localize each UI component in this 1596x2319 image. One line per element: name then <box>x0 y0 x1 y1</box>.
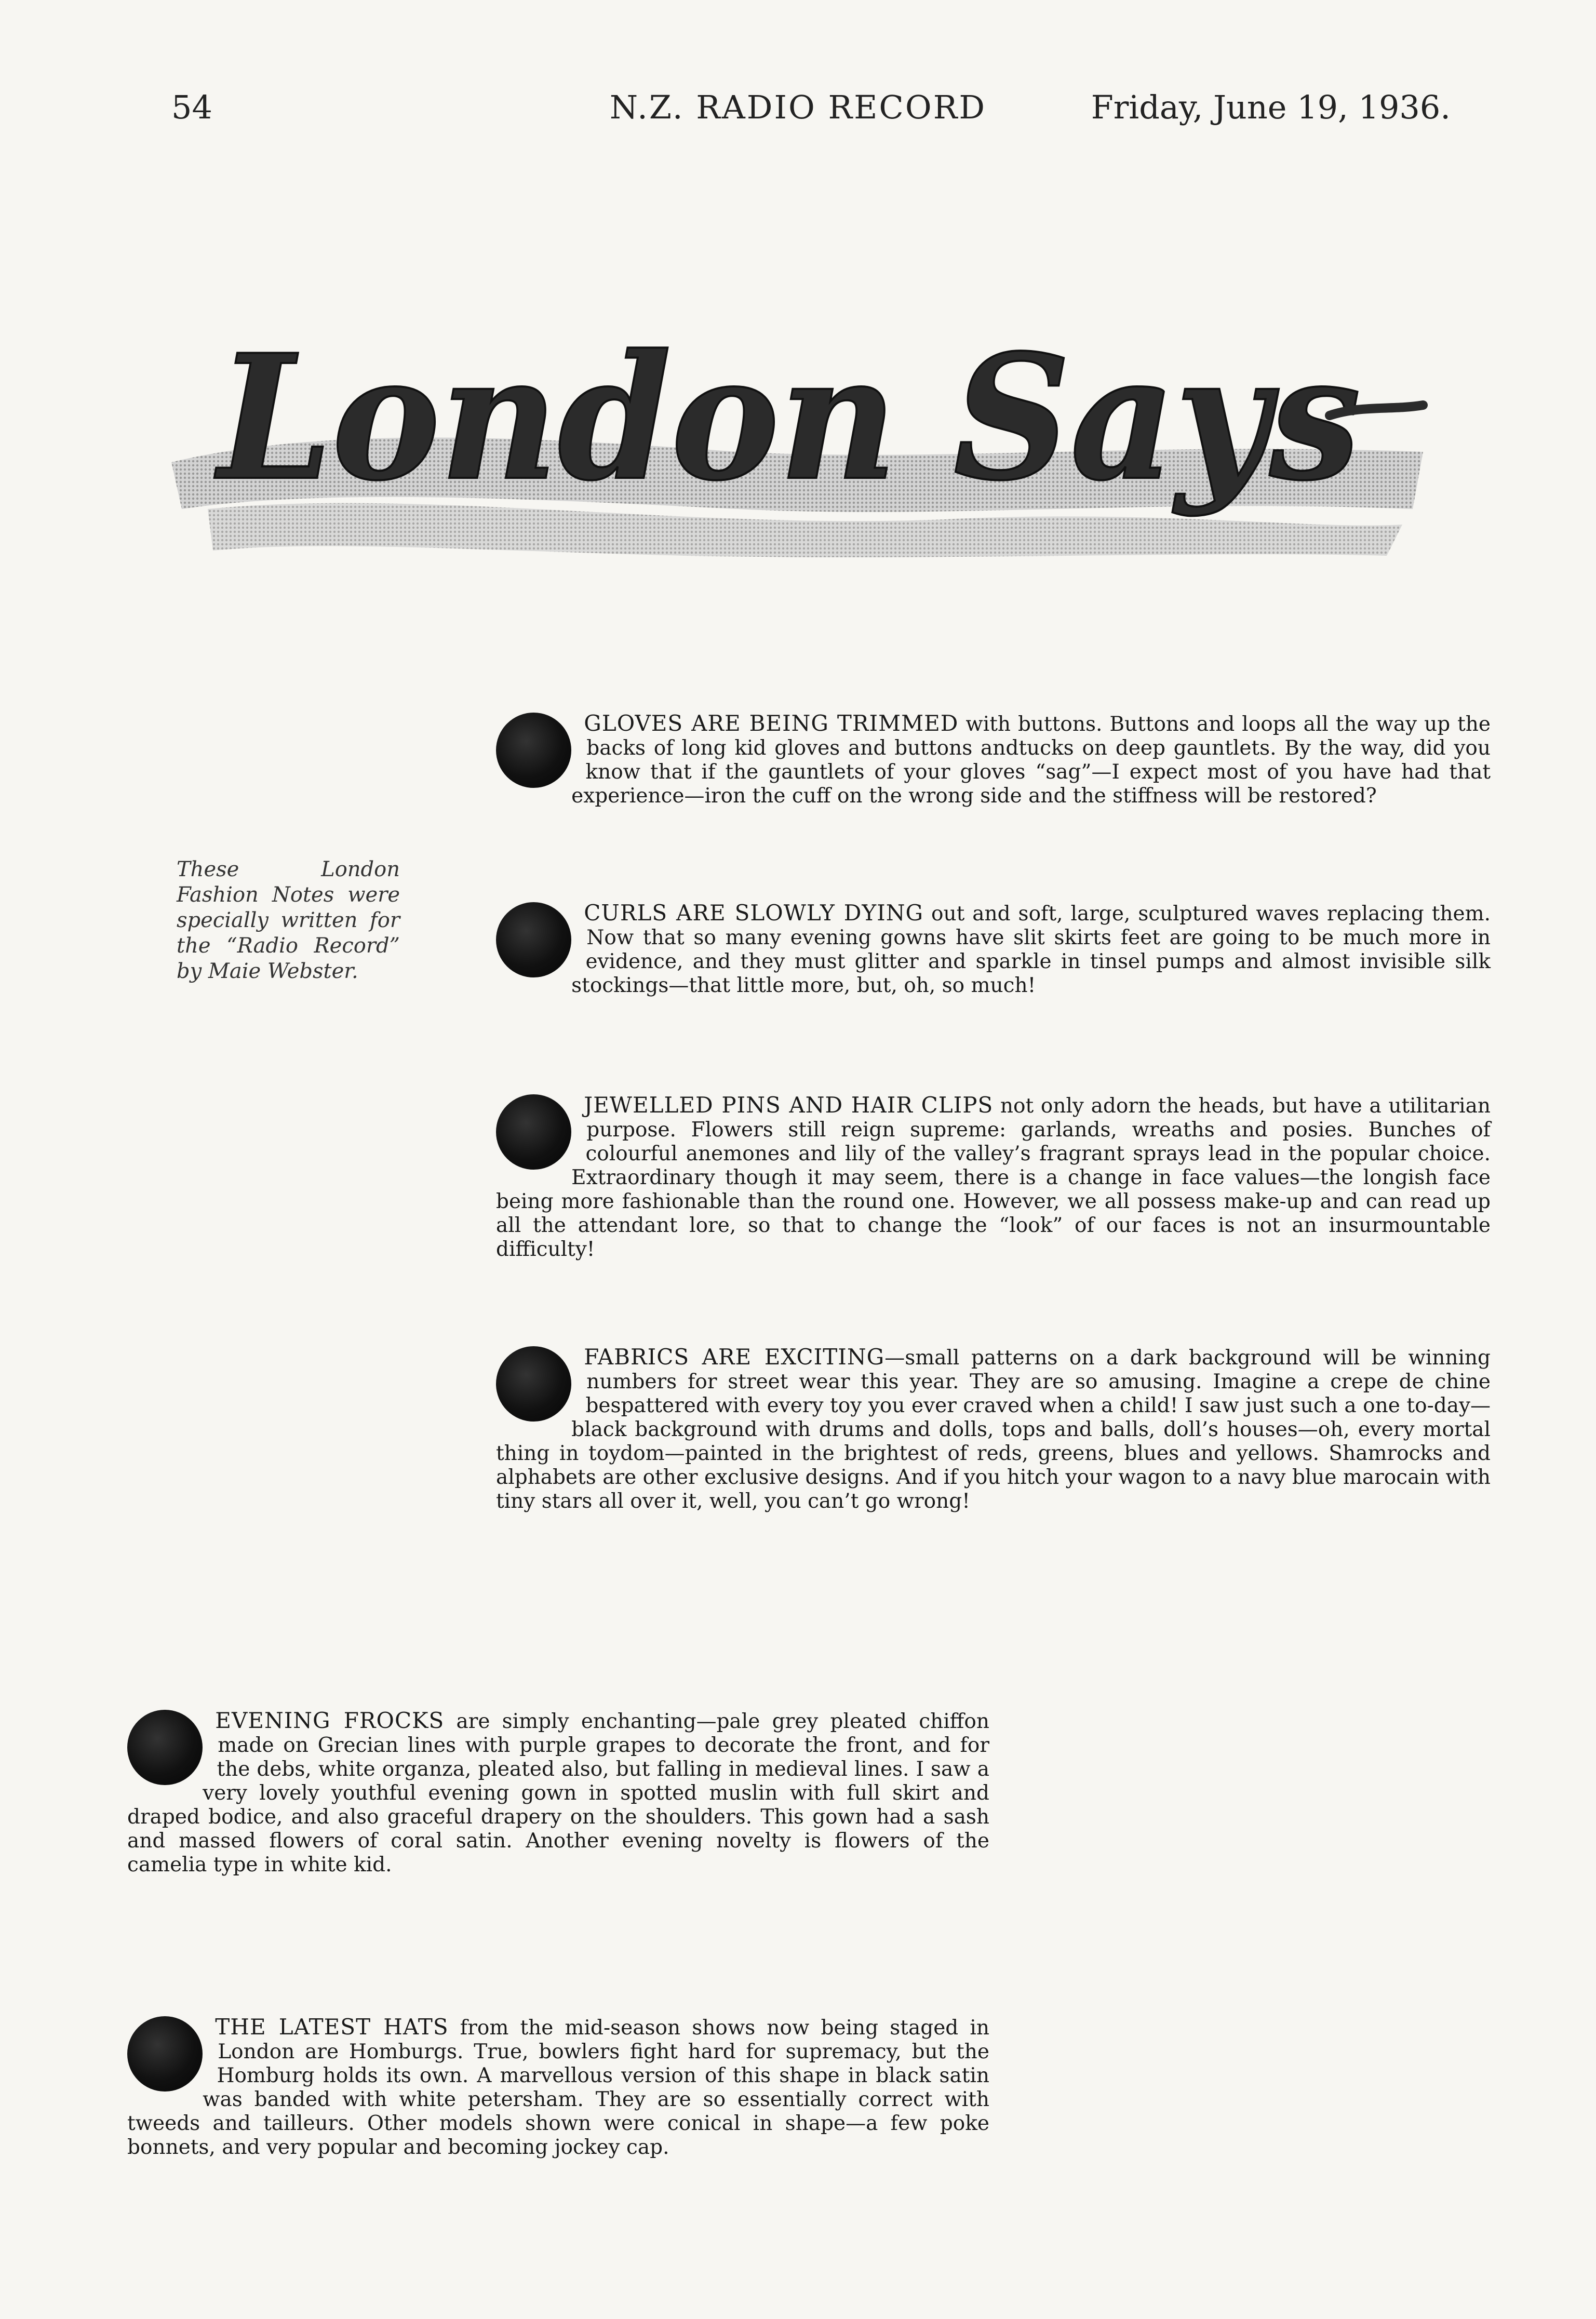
bullet-dot-icon <box>496 1094 571 1170</box>
article-kicker: JEWELLED PINS AND HAIR CLIPS <box>584 1092 994 1118</box>
article-gloves <box>496 712 1491 808</box>
article-body: out and soft, large, sculptured waves replacing them. Now that so many evening gowns have slit skirts feet are going to be much more in evidence, and they must glitter and sparkle in tinsel pumps and almost invisible silk stockings—that little more, but, oh, so much! <box>571 902 1491 997</box>
article-kicker: GLOVES ARE BEING TRIMMED <box>584 711 959 736</box>
author-credit: These London Fashion Notes were specially written for the “Radio Record” by Maie Webster. <box>177 857 400 983</box>
bullet-dot-icon <box>496 902 571 977</box>
bullet-dot-icon <box>127 1710 203 1785</box>
article-kicker: EVENING FROCKS <box>215 1708 445 1733</box>
issue-date: Friday, June 19, 1936. <box>1091 88 1451 126</box>
bullet-dot-icon <box>496 1346 571 1422</box>
publication-title: N.Z. RADIO RECORD <box>609 88 987 126</box>
bullet-dot-icon <box>127 2016 203 2092</box>
masthead-london-says <box>166 218 1433 634</box>
article-body: —small patterns on a dark background will be winning numbers for street wear this year. They are so amusing. Imagine a crepe de chine bespattered with every toy you ever craved when a child! I saw just such a one to-day—black background with drums and dolls, tops and balls, doll’s houses—oh, every mortal thing in toydom—painted in the brightest of reds, greens, blues and yellows. Shamrocks and alphabets are other exclusive designs. And if you hitch your wagon to a navy blue marocain with tiny stars all over it, well, you can’t go wrong! <box>496 1346 1491 1513</box>
article-latest-hats <box>127 2015 989 2160</box>
article-kicker: THE LATEST HATS <box>215 2014 449 2040</box>
article-kicker: FABRICS ARE EXCITING <box>584 1344 885 1370</box>
article-curls <box>496 901 1491 998</box>
article-evening-frocks <box>127 1709 989 1877</box>
article-jewelled-pins <box>496 1093 1491 1262</box>
article-kicker: CURLS ARE SLOWLY DYING <box>584 900 924 926</box>
article-body: from the mid-season shows now being staged in London are Homburgs. True, bowlers fight hard for supremacy, but the Homburg holds its own. A marvellous version of this shape in black satin was banded with white petersham. They are so essentially correct with tweeds and tailleurs. Other models shown were conical in shape—a few poke bonnets, and very popular and becoming jockey cap. <box>127 2016 989 2159</box>
page-number: 54 <box>171 88 212 126</box>
masthead-title: London Says <box>213 317 1361 518</box>
article-fabrics <box>496 1345 1491 1513</box>
article-body: with buttons. Buttons and loops all the way up the backs of long kid gloves and buttons andtucks on deep gauntlets. By the way, did you know that if the gauntlets of your gloves “sag”—I expect most of you have had that experience—iron the cuff on the wrong side and the stiffness will be restored? <box>571 713 1491 808</box>
article-body: are simply enchanting—pale grey pleated chiffon made on Grecian lines with purple grapes to decorate the front, and for the debs, white organza, pleated also, but falling in medieval lines. I saw a very lovely youthful evening gown in spotted muslin with full skirt and draped bodice, and also graceful drapery on the shoulders. This gown had a sash and massed flowers of coral satin. Another evening novelty is flowers of the camelia type in white kid. <box>127 1710 989 1876</box>
article-body: not only adorn the heads, but have a utilitarian purpose. Flowers still reign supreme: garlands, wreaths and posies. Bunches of colourful anemones and lily of the valley’s fragrant sprays lead in the popular choice. Extraordinary though it may seem, there is a change in face values—the longish face being more fashionable than the round one. However, we all possess make-up and can read up all the attendant lore, so that to change the “look” of our faces is not an insurmountable difficulty! <box>496 1094 1491 1261</box>
bullet-dot-icon <box>496 713 571 788</box>
